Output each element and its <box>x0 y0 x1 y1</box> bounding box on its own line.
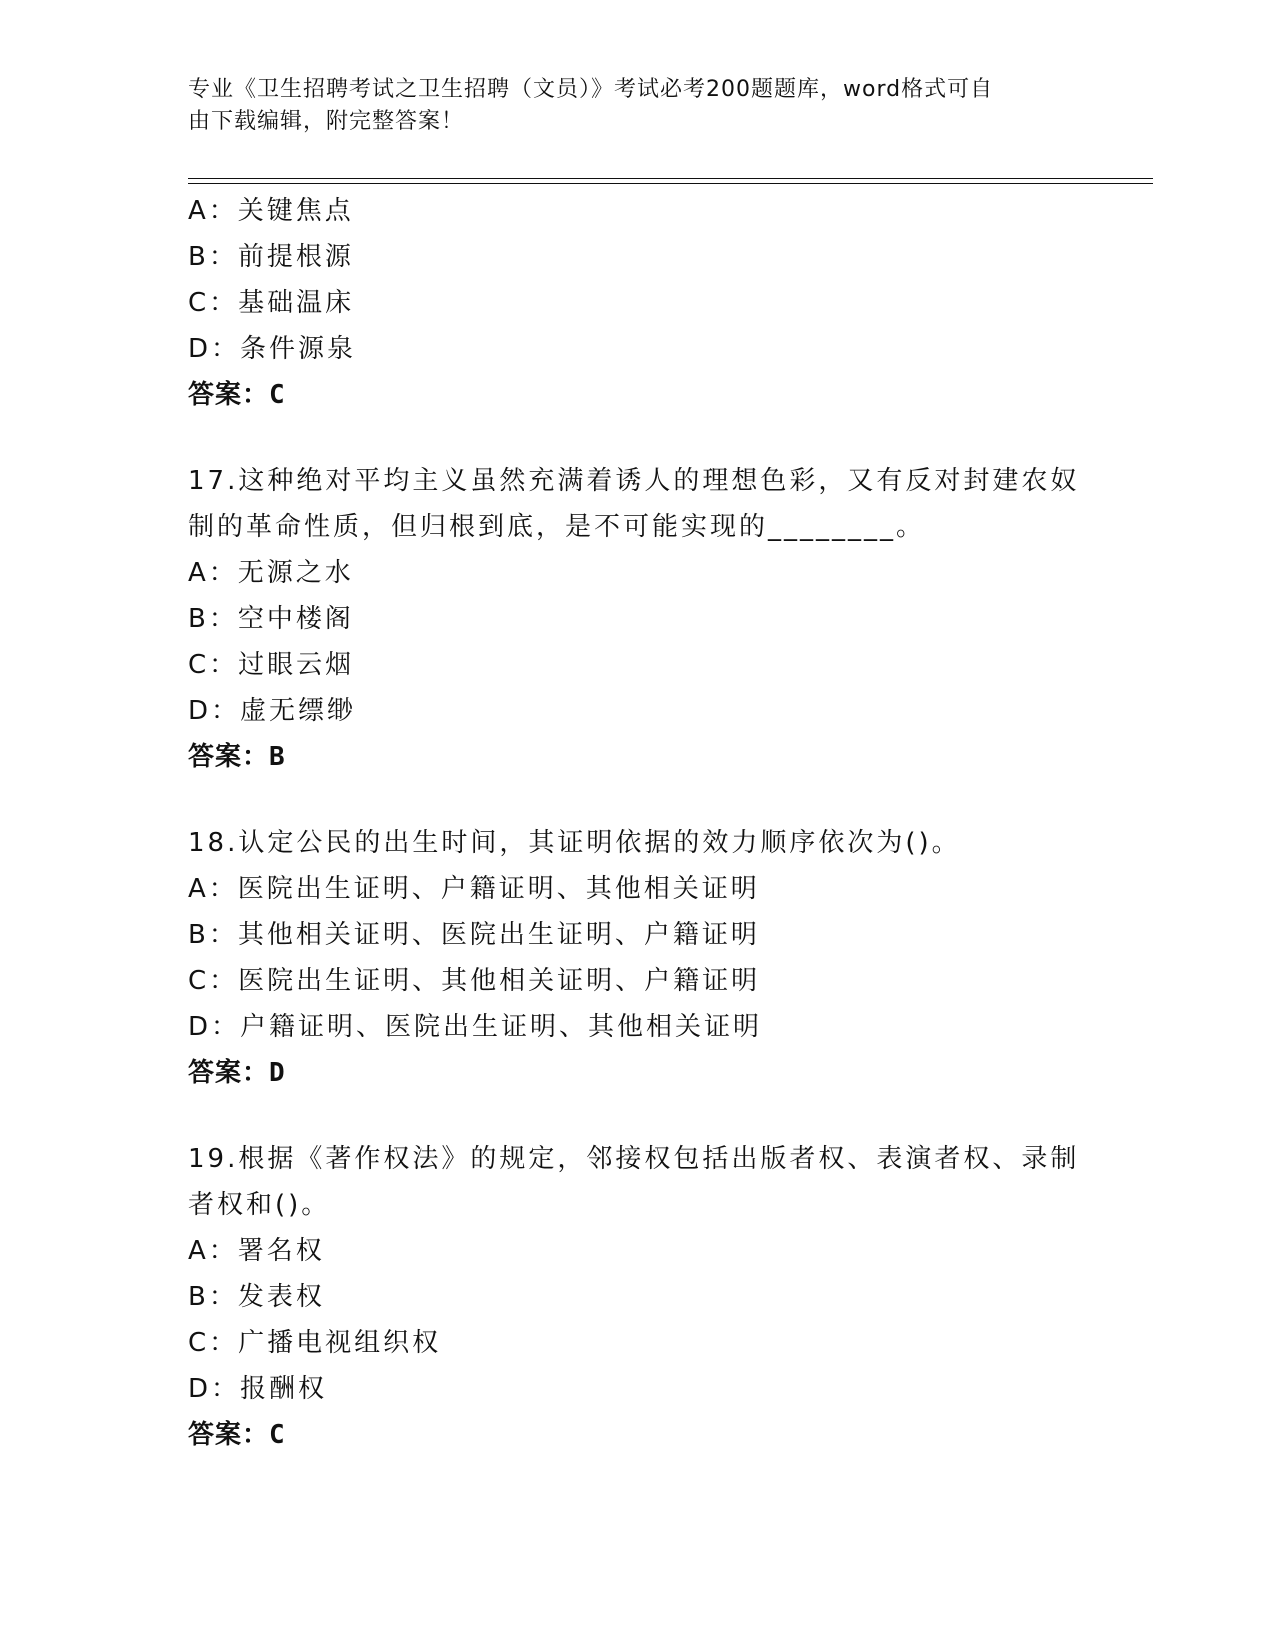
answer-line <box>188 372 1088 418</box>
option-d: D：虚无缥缈 <box>188 696 357 726</box>
question-19 <box>188 1136 1088 1458</box>
question-stem <box>188 820 1088 866</box>
option-b: B：其他相关证明、医院出生证明、户籍证明 <box>188 920 760 950</box>
answer-value: D <box>269 1058 288 1088</box>
answer-line <box>188 1412 1088 1458</box>
question-list <box>188 188 1088 1458</box>
option-c: C：广播电视组织权 <box>188 1328 442 1358</box>
question-stem-line-1: 19.根据《著作权法》的规定，邻接权包括出版者权、表演者权、录制 <box>188 1144 1080 1174</box>
option-b: B：发表权 <box>188 1282 325 1312</box>
answer-value: B <box>269 742 288 772</box>
question-stem-line-2: 制的革命性质，但归根到底，是不可能实现的________。 <box>188 512 926 542</box>
answer-label: 答案： <box>188 380 270 410</box>
option-c: C：过眼云烟 <box>188 650 355 680</box>
question-stem <box>188 1136 1088 1228</box>
answer-value: C <box>269 380 288 410</box>
question-stem <box>188 458 1088 550</box>
answer-label: 答案： <box>188 742 270 772</box>
option-d: D：报酬权 <box>188 1374 328 1404</box>
option-a: A：医院出生证明、户籍证明、其他相关证明 <box>188 874 760 904</box>
option-a: A：无源之水 <box>188 558 354 588</box>
answer-line <box>188 734 1088 780</box>
option-a: A：关键焦点 <box>188 196 354 226</box>
answer-value: C <box>269 1420 288 1450</box>
option-d: D：条件源泉 <box>188 334 357 364</box>
question-stem-line-1: 18.认定公民的出生时间，其证明依据的效力顺序依次为()。 <box>188 828 961 858</box>
option-c: C：医院出生证明、其他相关证明、户籍证明 <box>188 966 761 996</box>
option-a: A：署名权 <box>188 1236 325 1266</box>
question-stem-line-1: 17.这种绝对平均主义虽然充满着诱人的理想色彩，又有反对封建农奴 <box>188 466 1080 496</box>
header-line-2: 由下载编辑，附完整答案！ <box>188 109 465 134</box>
question-17 <box>188 458 1088 780</box>
question-stem-line-2: 者权和()。 <box>188 1190 331 1220</box>
header-divider-top <box>188 178 1153 179</box>
option-b: B：前提根源 <box>188 242 354 272</box>
answer-line <box>188 1050 1088 1096</box>
header-line-1: 专业《卫生招聘考试之卫生招聘（文员）》考试必考200题题库，word格式可自 <box>188 77 994 102</box>
document-header <box>188 74 1068 138</box>
question-18 <box>188 820 1088 1096</box>
question-16-continued <box>188 188 1088 418</box>
option-c: C：基础温床 <box>188 288 355 318</box>
option-d: D：户籍证明、医院出生证明、其他相关证明 <box>188 1012 763 1042</box>
answer-label: 答案： <box>188 1058 270 1088</box>
answer-label: 答案： <box>188 1420 270 1450</box>
header-divider-bottom <box>188 183 1153 184</box>
option-b: B：空中楼阁 <box>188 604 354 634</box>
